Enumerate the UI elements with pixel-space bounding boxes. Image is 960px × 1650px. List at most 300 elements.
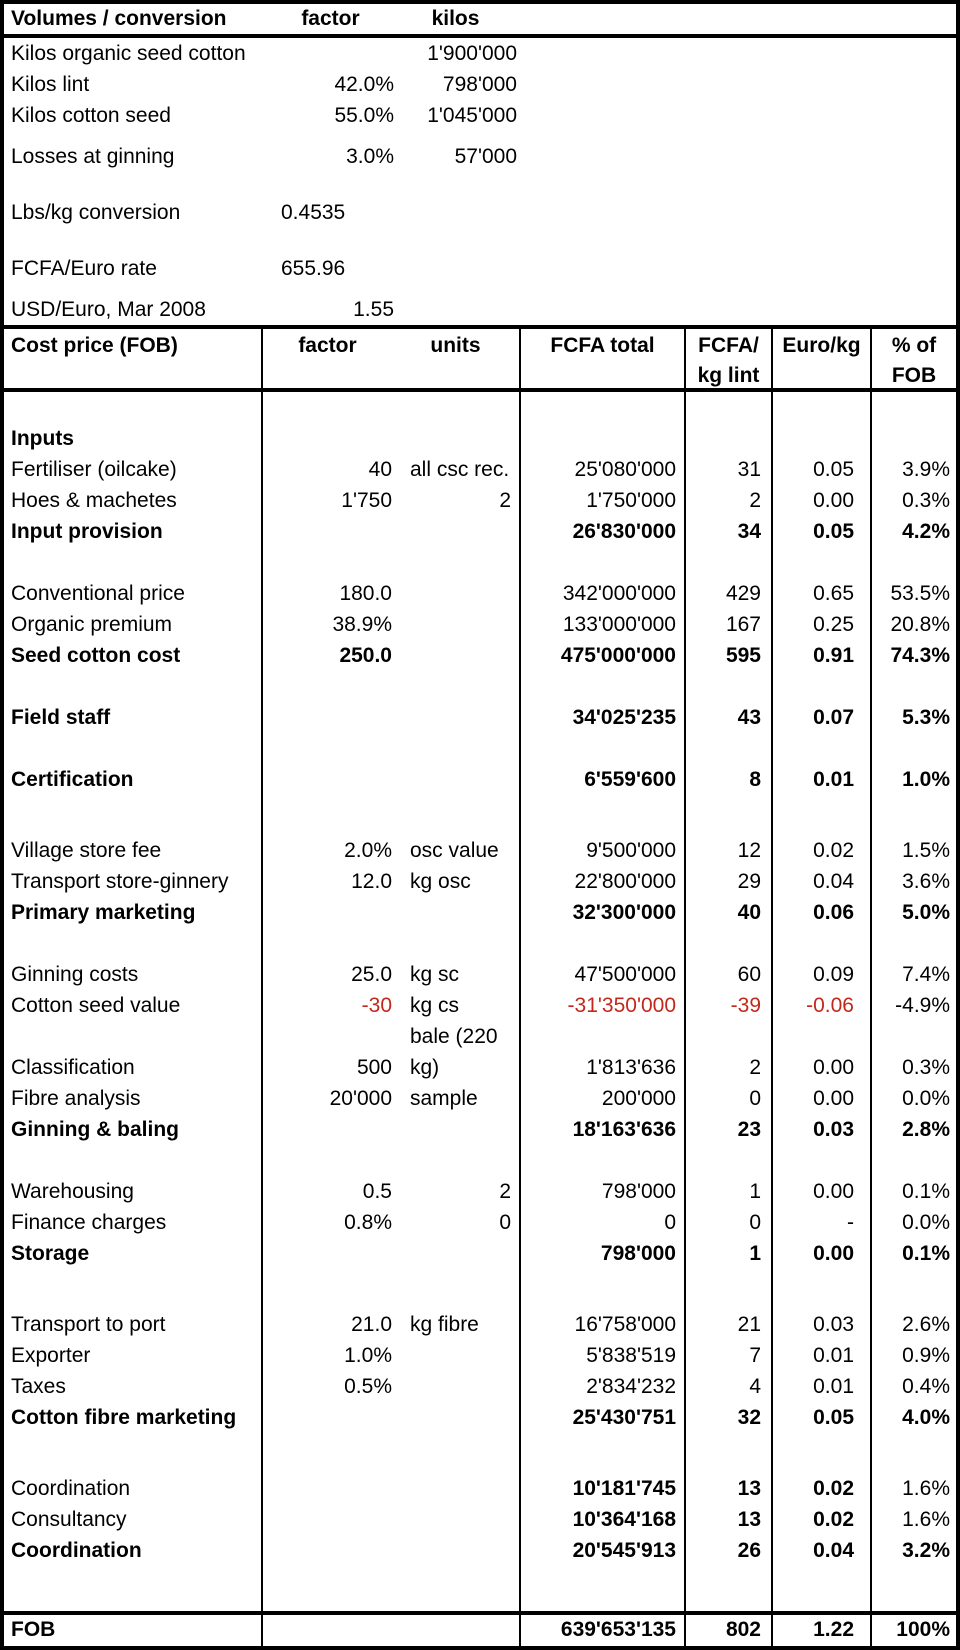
cell-factor: 655.96 [281,257,346,280]
cell-units [392,516,519,547]
cell-label: Finance charges [4,1207,263,1238]
cell-factor: 20'000 [329,1087,392,1110]
cell-factor-units [263,1402,521,1433]
cell-euro-per-kg [773,1021,872,1052]
cell-factor: 1.55 [353,298,394,321]
cell-units [392,1114,519,1145]
cost-row [4,866,956,897]
cell-euro-per-kg: 0.05 [773,454,872,485]
cell-pct-fob [872,1566,956,1611]
cell-factor-units [263,733,521,764]
cell-label: Ginning & baling [4,1114,263,1145]
cell-pct-fob: 53.5% [890,582,950,605]
cell-pct-fob: 0.0% [902,1087,950,1110]
cell-units [392,1433,519,1473]
volumes-row [4,253,956,284]
cost-row [4,547,956,578]
header-fcfa-total: FCFA total [521,329,686,391]
cell-factor-units [263,671,521,702]
volumes-row [4,294,956,325]
cell-factor: 3.0% [346,145,394,168]
cell-pct-fob [872,671,956,702]
cell-factor [263,423,392,454]
cost-row [4,1052,956,1083]
cell-factor [267,131,394,141]
cell-factor-units [263,1473,521,1504]
cell-fcfa-per-kg: 0 [686,1083,773,1114]
cell-fcfa-total [521,1145,686,1176]
cell-factor [263,897,392,928]
cell-units: kg cs [410,994,460,1017]
cell-spacer [517,131,956,141]
cell-factor-units [263,1176,521,1207]
cell-factor [263,1021,392,1052]
cell-spacer [517,141,956,172]
cell-factor: 38.9% [332,613,392,636]
cell-factor-units [263,764,521,795]
cell-fcfa-total: 639'653'135 [521,1615,686,1646]
cell-factor-units [263,547,521,578]
cell-kilos: 1'045'000 [427,104,517,127]
cell-kilos [394,284,517,294]
cell-factor [263,1402,392,1433]
cell-factor-units [263,1145,521,1176]
cost-row [4,1176,956,1207]
cell-pct-fob: 5.3% [902,706,950,729]
cell-factor-units [263,1504,521,1535]
cell-euro-per-kg: 0.00 [773,1083,872,1114]
cell-factor-units [263,1021,521,1052]
cell-label: Fibre analysis [4,1083,263,1114]
cell-label [4,1566,263,1611]
cell-label: Kilos organic seed cotton [11,42,246,65]
cell-euro-per-kg [773,928,872,959]
cell-fcfa-total: 475'000'000 [521,640,686,671]
cell-fcfa-per-kg: 34 [686,516,773,547]
cost-row [4,392,956,423]
volumes-header-row [4,4,956,38]
cell-pct-fob: 0.4% [902,1375,950,1398]
cell-fcfa-per-kg [686,1021,773,1052]
cell-factor: 25.0 [351,963,392,986]
cell-pct-fob: -4.9% [895,994,950,1017]
cell-units [392,1535,519,1566]
cell-units [392,1615,519,1646]
cell-units: osc value [410,839,499,862]
cell-units [392,1340,519,1371]
cell-spacer [517,100,956,131]
cell-factor [263,1145,392,1176]
cell-label: Village store fee [4,835,263,866]
cell-fcfa-per-kg [686,547,773,578]
header-fcfa-per-kg-line1: FCFA/ [698,334,759,357]
cell-label: Seed cotton cost [4,640,263,671]
cell-factor [263,733,392,764]
cell-pct-fob: 3.2% [902,1539,950,1562]
cell-euro-per-kg [773,733,872,764]
cell-label: Coordination [4,1473,263,1504]
volumes-row [4,38,956,69]
cell-factor-units [263,1052,521,1083]
cell-fcfa-per-kg: 8 [686,764,773,795]
cell-euro-per-kg: 0.00 [773,485,872,516]
cell-factor: 21.0 [351,1313,392,1336]
cell-fcfa-per-kg: 21 [686,1309,773,1340]
cost-row [4,485,956,516]
cost-row [4,609,956,640]
cell-label [4,547,263,578]
cell-factor [263,392,392,423]
cell-factor [263,1535,392,1566]
cell-fcfa-total: 798'000 [521,1238,686,1269]
cell-label [4,928,263,959]
cost-row [4,990,956,1021]
cell-fcfa-total: 5'838'519 [521,1340,686,1371]
cell-fcfa-total: 1'750'000 [521,485,686,516]
cost-row [4,959,956,990]
cell-pct-fob: 0.1% [902,1180,950,1203]
cell-fcfa-per-kg: 31 [686,454,773,485]
cell-factor-units [263,795,521,835]
cell-units [392,1145,519,1176]
cell-fcfa-total: 20'545'913 [521,1535,686,1566]
cell-factor-units [263,928,521,959]
cost-row [4,764,956,795]
cell-label: Exporter [4,1340,263,1371]
cell-factor-units [263,1433,521,1473]
cell-fcfa-per-kg: 1 [686,1238,773,1269]
cell-label: Consultancy [4,1504,263,1535]
cost-row [4,1402,956,1433]
cost-row [4,454,956,485]
cell-label: Inputs [4,423,263,454]
cell-label: Conventional price [4,578,263,609]
cell-units [392,1238,519,1269]
cell-label [4,733,263,764]
volumes-row [4,100,956,131]
cell-euro-per-kg: 1.22 [773,1615,872,1646]
cell-pct-fob: 74.3% [890,644,950,667]
cell-kilos [394,197,517,228]
cell-label: Losses at ginning [11,145,175,168]
cost-row [4,702,956,733]
cell-label [4,1433,263,1473]
cell-kilos [394,131,517,141]
cost-row [4,835,956,866]
volumes-kilos-header: kilos [431,7,480,30]
cell-fcfa-total: 32'300'000 [521,897,686,928]
cell-factor-units [263,835,521,866]
cell-kilos [394,172,517,197]
cell-euro-per-kg [773,1433,872,1473]
cost-table-header-row [4,329,956,392]
cell-fcfa-total: 342'000'000 [521,578,686,609]
cell-fcfa-per-kg [686,795,773,835]
cell-units: all csc rec. [410,458,510,481]
cell-label [4,1269,263,1309]
header-fcfa-per-kg-line2: kg lint [697,364,760,387]
cell-euro-per-kg: 0.02 [773,1473,872,1504]
cell-fcfa-per-kg: 802 [686,1615,773,1646]
cell-fcfa-per-kg: 2 [686,485,773,516]
cell-factor [263,1114,392,1145]
cell-label: Coordination [4,1535,263,1566]
cell-factor: 42.0% [334,73,394,96]
cell-kilos: 1'900'000 [427,42,517,65]
header-pct-of-fob [872,329,956,391]
cell-euro-per-kg: - [773,1207,872,1238]
cell-fcfa-per-kg: 29 [686,866,773,897]
cost-row [4,897,956,928]
cell-fcfa-total [521,392,686,423]
cell-fcfa-per-kg [686,423,773,454]
cell-label [4,284,267,294]
cost-row [4,1340,956,1371]
cell-pct-fob: 1.6% [902,1508,950,1531]
cell-label: Organic premium [4,609,263,640]
cell-units [392,392,519,423]
cell-label [4,172,267,197]
cell-factor-units [263,640,521,671]
cell-fcfa-total: 133'000'000 [521,609,686,640]
cell-euro-per-kg: 0.91 [773,640,872,671]
cell-pct-fob [872,1145,956,1176]
cell-fcfa-total: -31'350'000 [521,990,686,1021]
cell-factor: 55.0% [334,104,394,127]
cost-row [4,671,956,702]
cell-fcfa-per-kg: 429 [686,578,773,609]
cell-units: kg osc [410,870,471,893]
cost-row [4,928,956,959]
cell-factor [263,702,392,733]
cell-pct-fob: 5.0% [902,901,950,924]
cost-row [4,1371,956,1402]
cell-fcfa-total: 200'000 [521,1083,686,1114]
cost-row [4,1309,956,1340]
cell-units [392,795,519,835]
cell-label: Ginning costs [4,959,263,990]
cell-units [392,1402,519,1433]
cell-factor-units [263,485,521,516]
cell-fcfa-total [521,547,686,578]
cell-fcfa-per-kg: 32 [686,1402,773,1433]
cell-factor-units [263,1309,521,1340]
cost-row [4,1021,956,1052]
cell-factor [263,1566,392,1611]
cell-fcfa-per-kg [686,928,773,959]
cell-factor: -30 [361,994,392,1017]
cell-pct-fob: 0.9% [902,1344,950,1367]
cell-factor: 0.8% [344,1211,392,1234]
cell-fcfa-per-kg: 13 [686,1504,773,1535]
cell-pct-fob [872,423,956,454]
cell-factor [263,1433,392,1473]
cell-factor [267,284,394,294]
cell-euro-per-kg [773,795,872,835]
cell-label: Transport store-ginnery [4,866,263,897]
cell-pct-fob: 3.6% [902,870,950,893]
cell-fcfa-total [521,1021,686,1052]
header-cost-price: Cost price (FOB) [4,329,263,391]
cell-pct-fob: 2.8% [902,1118,950,1141]
cell-pct-fob: 1.5% [902,839,950,862]
cell-units [392,1504,519,1535]
cell-fcfa-total: 18'163'636 [521,1114,686,1145]
cell-pct-fob [872,928,956,959]
cell-fcfa-total: 798'000 [521,1176,686,1207]
cell-units: bale (220 [410,1025,498,1048]
cost-row [4,733,956,764]
cost-price-table [4,325,956,1646]
cell-euro-per-kg [773,1269,872,1309]
volumes-factor-header: factor [301,7,360,30]
cell-units [392,547,519,578]
cell-pct-fob: 0.0% [902,1211,950,1234]
cell-fcfa-per-kg [686,671,773,702]
cell-label: Lbs/kg conversion [11,201,181,224]
cell-label: FCFA/Euro rate [11,257,157,280]
cell-euro-per-kg: 0.01 [773,1340,872,1371]
cell-fcfa-total [521,1433,686,1473]
cell-fcfa-total [521,733,686,764]
cell-units: kg fibre [410,1313,479,1336]
cell-fcfa-total: 6'559'600 [521,764,686,795]
cell-euro-per-kg [773,547,872,578]
volumes-row [4,69,956,100]
cell-euro-per-kg: 0.07 [773,702,872,733]
volumes-row [4,284,956,294]
volumes-rows [4,38,956,325]
cell-factor: 40 [368,458,392,481]
cell-factor: 180.0 [339,582,392,605]
cost-row [4,1083,956,1114]
cell-fcfa-total [521,1269,686,1309]
cell-label: Hoes & machetes [4,485,263,516]
cell-fcfa-per-kg: 1 [686,1176,773,1207]
cell-label: Cotton seed value [4,990,263,1021]
cost-row [4,578,956,609]
cell-fcfa-per-kg: 40 [686,897,773,928]
cell-fcfa-per-kg: 7 [686,1340,773,1371]
cell-euro-per-kg [773,671,872,702]
cell-fcfa-total: 0 [521,1207,686,1238]
cell-euro-per-kg: 0.00 [773,1052,872,1083]
cost-rows [4,392,956,1611]
cell-fcfa-total [521,928,686,959]
cell-label: Transport to port [4,1309,263,1340]
cell-euro-per-kg: 0.65 [773,578,872,609]
cell-pct-fob: 20.8% [890,613,950,636]
header-fcfa-per-kg [686,329,773,391]
cell-factor [263,795,392,835]
cell-euro-per-kg: 0.03 [773,1114,872,1145]
cell-label [4,671,263,702]
cell-label: Certification [4,764,263,795]
cell-factor-units [263,866,521,897]
cell-fcfa-per-kg [686,1269,773,1309]
cell-fcfa-per-kg: 0 [686,1207,773,1238]
header-pct-line1: % of [891,334,937,357]
cell-factor [263,928,392,959]
cell-label: Classification [4,1052,263,1083]
cell-units [392,1371,519,1402]
cell-euro-per-kg: -0.06 [773,990,872,1021]
cell-label [4,392,263,423]
cell-pct-fob: 4.2% [902,520,950,543]
cell-label [4,1145,263,1176]
cell-factor-units [263,516,521,547]
cell-euro-per-kg: 0.00 [773,1238,872,1269]
cell-factor: 0.5% [344,1375,392,1398]
header-factor: factor [298,334,357,357]
cost-row [4,640,956,671]
cell-label [4,131,267,141]
header-pct-line2: FOB [891,364,937,387]
cell-factor-units [263,1207,521,1238]
cell-spacer [517,253,956,284]
cell-spacer [517,284,956,294]
cell-fcfa-total: 9'500'000 [521,835,686,866]
volumes-row [4,197,956,228]
cell-euro-per-kg: 0.04 [773,1535,872,1566]
cell-label [4,1021,263,1052]
cell-fcfa-per-kg: 60 [686,959,773,990]
cell-pct-fob: 3.9% [902,458,950,481]
cell-label: Taxes [4,1371,263,1402]
cell-label: Primary marketing [4,897,263,928]
cell-fcfa-per-kg: 167 [686,609,773,640]
cell-pct-fob [872,1269,956,1309]
cell-factor-units [263,959,521,990]
cell-fcfa-per-kg: 43 [686,702,773,733]
cell-euro-per-kg: 0.05 [773,1402,872,1433]
cell-factor-units [263,1083,521,1114]
cell-kilos [394,228,517,253]
cell-fcfa-per-kg: 4 [686,1371,773,1402]
cell-fcfa-per-kg: 2 [686,1052,773,1083]
cell-factor-units [263,392,521,423]
cost-row [4,1207,956,1238]
cell-label: FOB [4,1615,263,1646]
cell-fcfa-per-kg: 12 [686,835,773,866]
cost-row [4,1504,956,1535]
cell-euro-per-kg: 0.04 [773,866,872,897]
cost-row [4,1145,956,1176]
cell-factor-units [263,1535,521,1566]
cost-row [4,1566,956,1611]
cell-factor-units [263,1238,521,1269]
cost-row [4,1433,956,1473]
cell-factor: 250.0 [339,644,392,667]
cell-fcfa-total: 22'800'000 [521,866,686,897]
cell-fcfa-per-kg: -39 [686,990,773,1021]
cost-row [4,1238,956,1269]
cell-kilos: 57'000 [454,145,517,168]
cell-units: 2 [499,489,511,512]
cell-units: 0 [499,1211,511,1234]
cell-pct-fob: 1.0% [902,768,950,791]
cell-pct-fob: 4.0% [902,1406,950,1429]
cell-pct-fob [872,1021,956,1052]
cell-fcfa-total [521,671,686,702]
cell-units: kg sc [410,963,460,986]
cell-label [4,228,267,253]
cell-label: Kilos cotton seed [11,104,171,127]
cell-fcfa-total [521,795,686,835]
cell-pct-fob: 0.3% [902,1056,950,1079]
cell-factor-units [263,1269,521,1309]
cell-euro-per-kg: 0.03 [773,1309,872,1340]
